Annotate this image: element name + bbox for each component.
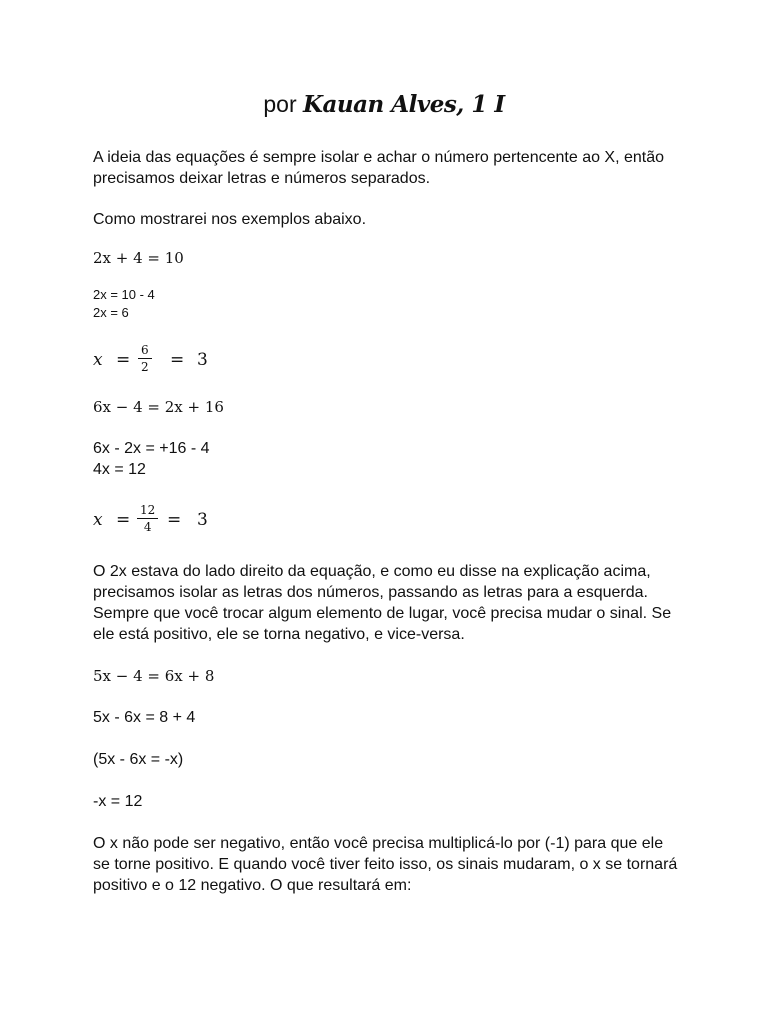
example3-step-1: 5x - 6x = 8 + 4 <box>93 709 196 726</box>
title-prefix: por <box>263 91 297 117</box>
result-value: 3 <box>197 510 208 530</box>
example2-step-2: 4x = 12 <box>93 461 146 478</box>
equals-sign: = <box>170 350 185 370</box>
document-title <box>0 86 768 123</box>
fraction-numerator: 6 <box>138 342 152 359</box>
example2-equation: 6x − 4 = 2x + 16 <box>93 398 224 416</box>
result-variable: x <box>93 350 103 370</box>
result-value: 3 <box>197 350 208 370</box>
result-fraction <box>138 342 152 375</box>
example1-result <box>93 338 233 382</box>
example2-step-1: 6x - 2x = +16 - 4 <box>93 440 210 457</box>
example1-step-1: 2x = 10 - 4 <box>93 287 155 302</box>
result-fraction <box>137 502 158 535</box>
author-name: Kauan Alves, 1 I <box>303 91 505 118</box>
equals-sign: = <box>167 510 182 530</box>
conclusion-paragraph: O x não pode ser negativo, então você precisa multiplicá-lo por (-1) para que ele se torne positivo. E quando você tiver feito isso, os sinais mudaram, o x se tornará positivo e o 12 negativo. O que resultará em: <box>93 835 678 894</box>
equals-sign: = <box>116 350 131 370</box>
fraction-denominator: 2 <box>141 360 149 374</box>
fraction-numerator: 12 <box>137 502 158 519</box>
example3-step-3: -x = 12 <box>93 793 143 810</box>
fraction-denominator: 4 <box>143 520 152 534</box>
examples-intro: Como mostrarei nos exemplos abaixo. <box>93 211 367 228</box>
example3-step-2: (5x - 6x = -x) <box>93 751 184 768</box>
example2-result <box>93 498 233 542</box>
example1-step-2: 2x = 6 <box>93 305 129 320</box>
example1-equation: 2x + 4 = 10 <box>93 249 184 267</box>
explanation-paragraph: O 2x estava do lado direito da equação, e como eu disse na explicação acima, precisamos isolar as letras dos números, passando as letras para a esquerda. Sempre que você trocar algum elemento de lugar, você precisa mudar o sinal. Se ele está positivo, ele se torna negativo, e vice-versa. <box>93 563 672 643</box>
intro-paragraph: A ideia das equações é sempre isolar e achar o número pertencente ao X, então precisamos deixar letras e números separados. <box>93 149 665 187</box>
equals-sign: = <box>116 510 131 530</box>
example3-equation: 5x − 4 = 6x + 8 <box>93 667 215 685</box>
result-variable: x <box>93 510 103 530</box>
